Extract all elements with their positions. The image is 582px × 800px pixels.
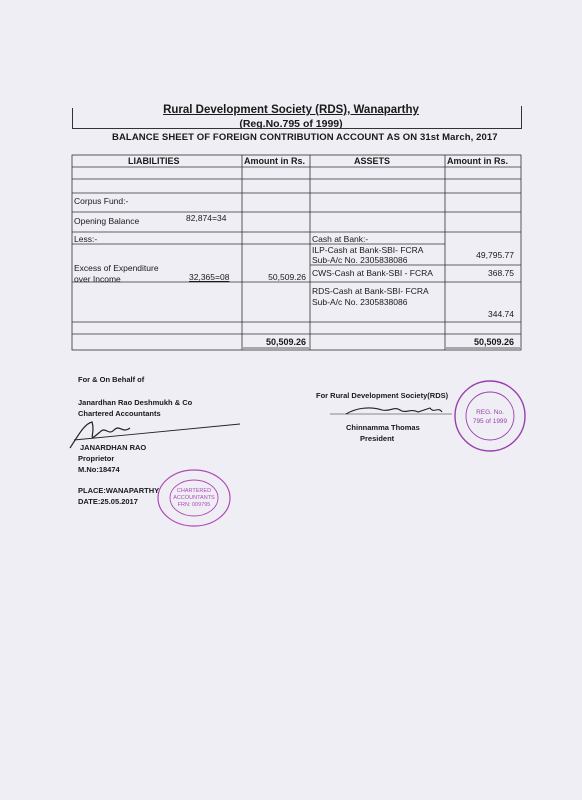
- auditor-membership: M.No:18474: [78, 465, 120, 474]
- auditor-title: Proprietor: [78, 454, 115, 463]
- opening-balance-value: 82,874=34: [186, 213, 227, 223]
- ilp-line2: Sub-A/c No. 2305838086: [312, 255, 408, 265]
- auditor-name: JANARDHAN RAO: [80, 443, 147, 452]
- ilp-line1: ILP-Cash at Bank-SBI- FCRA: [312, 245, 424, 255]
- ca-seal-icon: [156, 468, 232, 528]
- society-for-label: For Rural Development Society(RDS): [316, 391, 449, 400]
- excess-label-line2: over Income: [74, 274, 121, 284]
- rds-amount: 344.74: [488, 309, 514, 319]
- president-name: Chinnamma Thomas: [346, 423, 420, 432]
- sheet-title: BALANCE SHEET OF FOREIGN CONTRIBUTION ACCOUNT AS ON 31st March, 2017: [112, 132, 498, 143]
- liabilities-header: LIABILITIES: [128, 156, 180, 166]
- president-signature-icon: [326, 400, 456, 424]
- cws-line: CWS-Cash at Bank-SBI - FCRA: [312, 268, 433, 278]
- ca-seal-line2: ACCOUNTANTS: [173, 495, 215, 501]
- registration-number: (Reg.No.795 of 1999): [239, 118, 343, 130]
- liabilities-amount-header: Amount in Rs.: [244, 156, 305, 166]
- cws-amount: 368.75: [488, 268, 514, 278]
- organization-name: Rural Development Society (RDS), Wanaparthy: [163, 104, 419, 116]
- excess-label-line1: Excess of Expenditure: [74, 263, 159, 273]
- corpus-fund-label: Corpus Fund:-: [74, 196, 129, 206]
- assets-amount-header: Amount in Rs.: [447, 156, 508, 166]
- society-seal-line2: 795 of 1999: [472, 418, 508, 425]
- society-seal-line1: REG. No.: [476, 409, 504, 416]
- assets-total: 50,509.26: [473, 337, 514, 347]
- cash-at-bank-label: Cash at Bank:-: [312, 234, 369, 244]
- rds-line1: RDS-Cash at Bank-SBI- FCRA: [312, 286, 429, 296]
- auditor-role: Chartered Accountants: [78, 409, 161, 418]
- rds-line2: Sub-A/c No. 2305838086: [312, 297, 408, 307]
- president-title: President: [360, 434, 395, 443]
- liabilities-total: 50,509.26: [265, 337, 306, 347]
- ca-seal-line1: CHARTERED: [176, 488, 212, 494]
- place: PLACE:WANAPARTHY: [78, 486, 160, 495]
- opening-balance-label: Opening Balance: [74, 216, 140, 226]
- excess-amount: 50,509.26: [268, 272, 306, 282]
- less-label: Less:-: [74, 234, 98, 244]
- ca-seal-line3: FRN: 009795: [177, 502, 211, 508]
- ilp-amount: 49,795.77: [476, 250, 514, 260]
- society-seal-icon: [452, 378, 528, 454]
- date: DATE:25.05.2017: [78, 497, 138, 506]
- auditor-firm: Janardhan Rao Deshmukh & Co: [78, 398, 193, 407]
- assets-header: ASSETS: [354, 156, 391, 166]
- on-behalf-label: For & On Behalf of: [78, 375, 145, 384]
- excess-value: 32,365=08: [189, 272, 230, 282]
